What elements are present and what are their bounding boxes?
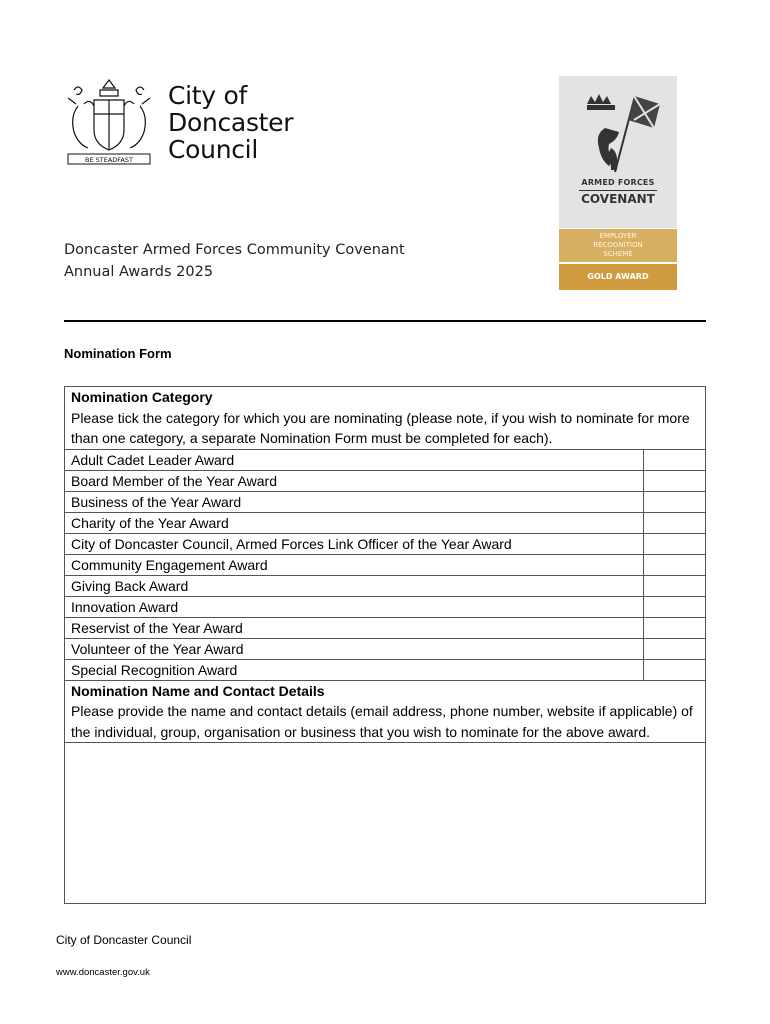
category-tick-box[interactable] xyxy=(644,596,706,617)
category-option-label: Community Engagement Award xyxy=(65,554,644,575)
footer-organisation: City of Doncaster Council xyxy=(56,933,192,947)
logo-line-3: Council xyxy=(168,135,258,164)
badge-emblem-panel xyxy=(559,76,677,228)
category-tick-box[interactable] xyxy=(644,512,706,533)
badge-label-top: ARMED FORCES xyxy=(581,178,655,187)
badge-divider xyxy=(579,190,657,191)
contact-instructions: Please provide the name and contact details (email address, phone number, website if applicable) of the individual, group, organisation or business that you wish to nominate for the above award. xyxy=(71,703,693,740)
category-option-label: Adult Cadet Leader Award xyxy=(65,449,644,470)
category-instructions: Please tick the category for which you are nominating (please note, if you wish to nominate for more than one category, a separate Nomination Form must be completed for each). xyxy=(71,409,690,446)
logo-line-2: Doncaster xyxy=(168,108,294,137)
badge-scheme-line-1: EMPLOYER xyxy=(599,232,637,240)
category-option-label: City of Doncaster Council, Armed Forces Link Officer of the Year Award xyxy=(65,533,644,554)
category-option-label: Charity of the Year Award xyxy=(65,512,644,533)
svg-text:BE STEADFAST: BE STEADFAST xyxy=(85,156,133,164)
category-option-label: Volunteer of the Year Award xyxy=(65,638,644,659)
category-option-label: Innovation Award xyxy=(65,596,644,617)
contact-heading: Nomination Name and Contact Details xyxy=(71,682,325,699)
category-row xyxy=(65,470,706,491)
lion-flag-icon xyxy=(581,88,661,174)
category-row xyxy=(65,449,706,470)
category-option-label: Board Member of the Year Award xyxy=(65,470,644,491)
council-crest-logo xyxy=(64,76,154,168)
badge-scheme-line-2: RECOGNITION xyxy=(593,241,643,249)
armed-forces-covenant-badge xyxy=(559,76,677,292)
category-row xyxy=(65,659,706,680)
category-tick-box[interactable] xyxy=(644,575,706,596)
category-row xyxy=(65,491,706,512)
category-row xyxy=(65,554,706,575)
title-line-2: Annual Awards 2025 xyxy=(64,264,214,280)
category-tick-box[interactable] xyxy=(644,617,706,638)
category-tick-box[interactable] xyxy=(644,659,706,680)
footer-website-link[interactable]: www.doncaster.gov.uk xyxy=(56,967,150,978)
category-section-header xyxy=(65,387,706,450)
council-logo-wordmark xyxy=(168,82,293,163)
category-tick-box[interactable] xyxy=(644,554,706,575)
badge-label-main: COVENANT xyxy=(581,192,655,206)
header-divider xyxy=(64,320,706,322)
category-option-label: Reservist of the Year Award xyxy=(65,617,644,638)
category-tick-box[interactable] xyxy=(644,470,706,491)
category-option-label: Special Recognition Award xyxy=(65,659,644,680)
form-heading: Nomination Form xyxy=(64,346,172,361)
badge-scheme xyxy=(559,229,677,262)
category-row xyxy=(65,638,706,659)
badge-scheme-line-3: SCHEME xyxy=(603,250,633,258)
category-row xyxy=(65,575,706,596)
category-tick-box[interactable] xyxy=(644,638,706,659)
nomination-form-table xyxy=(64,386,706,904)
document-title xyxy=(64,239,405,283)
contact-details-field[interactable] xyxy=(65,743,706,904)
category-tick-box[interactable] xyxy=(644,449,706,470)
category-heading: Nomination Category xyxy=(71,389,213,405)
category-option-label: Giving Back Award xyxy=(65,575,644,596)
category-row xyxy=(65,617,706,638)
logo-line-1: City of xyxy=(168,81,247,110)
category-tick-box[interactable] xyxy=(644,533,706,554)
badge-gold-award: GOLD AWARD xyxy=(559,264,677,290)
category-row xyxy=(65,533,706,554)
category-row xyxy=(65,512,706,533)
title-line-1: Doncaster Armed Forces Community Covenant xyxy=(64,242,405,258)
category-option-label: Business of the Year Award xyxy=(65,491,644,512)
contact-section-header xyxy=(65,680,706,743)
category-tick-box[interactable] xyxy=(644,491,706,512)
category-row xyxy=(65,596,706,617)
